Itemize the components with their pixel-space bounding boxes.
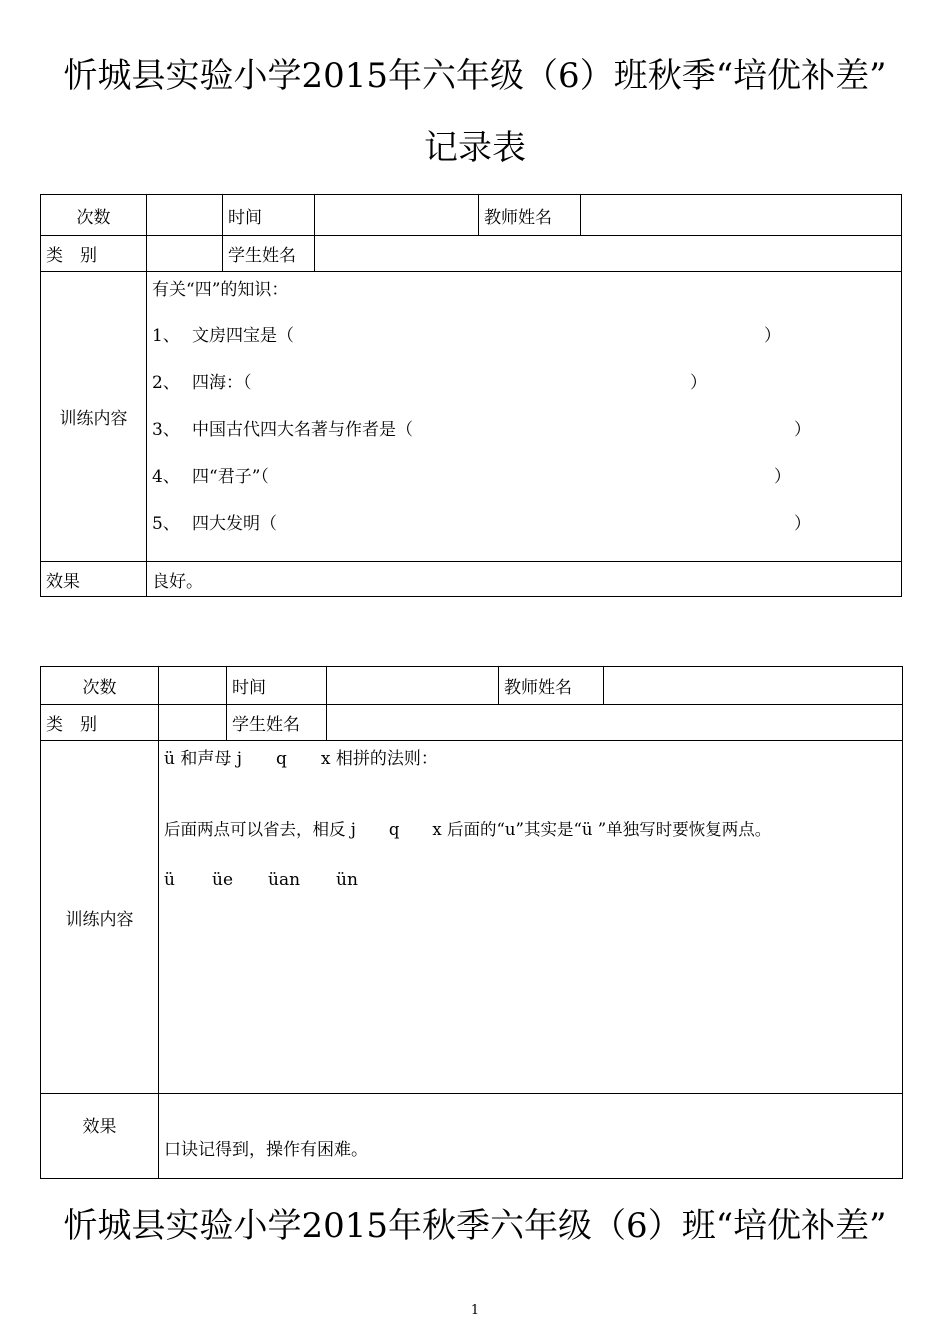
- teacher-label: 教师姓名: [499, 667, 604, 705]
- count-value-cell[interactable]: [147, 195, 223, 236]
- teacher-value-cell[interactable]: [581, 195, 902, 236]
- syllable: ü: [164, 870, 175, 890]
- effect-value: 良好。: [147, 562, 902, 597]
- count-label: 次数: [41, 195, 147, 236]
- effect-label: 效果: [41, 1094, 159, 1179]
- syllable: ün: [336, 870, 358, 890]
- time-label: 时间: [223, 195, 315, 236]
- list-item: 3、 中国古代四大名著与作者是（ ）: [152, 420, 811, 440]
- teacher-label: 教师姓名: [479, 195, 581, 236]
- time-value-cell[interactable]: [327, 667, 499, 705]
- count-label: 次数: [41, 667, 159, 705]
- list-item: 1、 文房四宝是（ ）: [152, 326, 781, 346]
- list-item: 4、 四“君子”（ ）: [152, 467, 791, 487]
- category-label: 类 别: [41, 705, 159, 741]
- page-number: 1: [470, 1303, 480, 1318]
- content-label: 训练内容: [41, 741, 159, 1094]
- record-table-1: [40, 194, 902, 597]
- student-label: 学生姓名: [223, 236, 315, 272]
- category-label: 类 别: [41, 236, 147, 272]
- rule-text: 后面两点可以省去，相反 j q x 后面的“u”其实是“ü ”单独写时要恢复两点。: [164, 820, 772, 839]
- list-item: 5、 四大发明（ ）: [152, 514, 811, 534]
- content-heading: 有关“四”的知识：: [152, 280, 289, 300]
- record-table-2: [40, 666, 903, 1179]
- list-item: 2、 四海：（ ）: [152, 373, 707, 393]
- syllable: üan: [268, 870, 301, 890]
- student-label: 学生姓名: [227, 705, 327, 741]
- page-title: 忻城县实验小学2015年六年级（6）班秋季“培优补差”: [63, 56, 887, 96]
- syllable-list: [164, 868, 897, 892]
- time-value-cell[interactable]: [315, 195, 479, 236]
- page-title-line2: 记录表: [424, 128, 526, 168]
- training-content: [159, 741, 903, 1094]
- rule-heading: ü 和声母 j q x 相拼的法则：: [164, 749, 438, 769]
- student-value-cell[interactable]: [315, 236, 902, 272]
- count-value-cell[interactable]: [159, 667, 227, 705]
- effect-label: 效果: [41, 562, 147, 597]
- content-label: 训练内容: [41, 272, 147, 562]
- next-page-title: 忻城县实验小学2015年秋季六年级（6）班“培优补差”: [63, 1206, 887, 1246]
- time-label: 时间: [227, 667, 327, 705]
- student-value-cell[interactable]: [327, 705, 903, 741]
- training-content: [147, 272, 902, 562]
- category-value-cell[interactable]: [159, 705, 227, 741]
- syllable: üe: [212, 870, 234, 890]
- effect-value: 口诀记得到，操作有困难。: [159, 1094, 903, 1179]
- category-value-cell[interactable]: [147, 236, 223, 272]
- teacher-value-cell[interactable]: [604, 667, 903, 705]
